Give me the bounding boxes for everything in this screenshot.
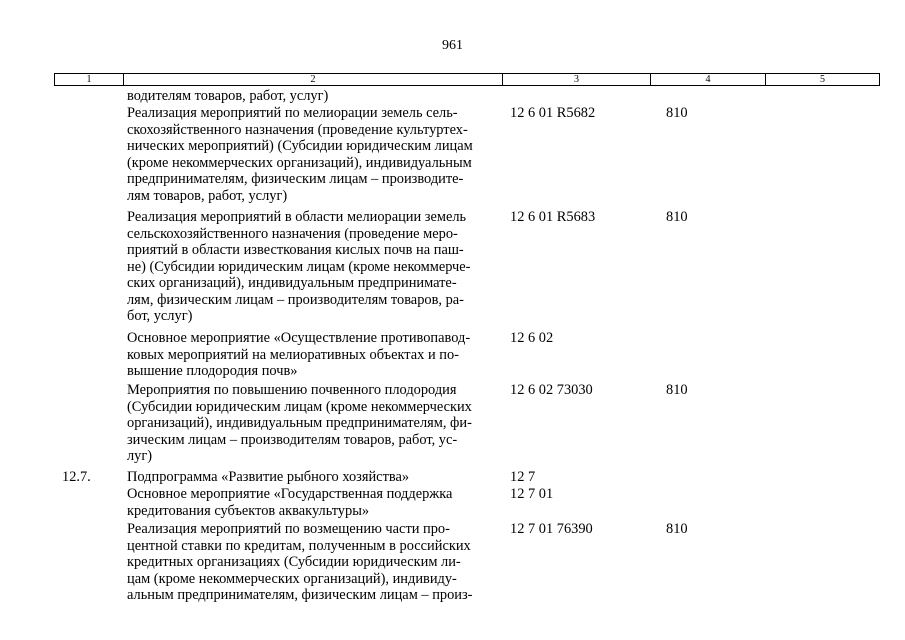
- row-expense-type: 810: [666, 105, 688, 121]
- row-expense-type: 810: [666, 521, 688, 537]
- row-code: 12 7 01 76390: [510, 521, 593, 537]
- row-code: 12 7: [510, 469, 536, 485]
- row-expense-type: 810: [666, 209, 688, 225]
- row-code: 12 6 02 73030: [510, 382, 593, 398]
- header-col-3: 3: [574, 74, 579, 85]
- header-col-2: 2: [310, 74, 316, 85]
- row-description: Реализация мероприятий в области мелиорации земель сельскохозяйственного назначения (проведение меро- приятий в области известкования кислых почв на паш- не) (Субсидии юридическим лицам (кроме некоммерче- ских организаций), индивидуальным предпринимате- лям, физическим лицам – производителям товаров, ра- бот, услуг): [127, 209, 471, 324]
- row-code: 12 6 01 R5683: [510, 209, 596, 225]
- header-col-5: 5: [820, 74, 825, 85]
- header-col-1: 1: [86, 74, 92, 85]
- row-code: 12 6 01 R5682: [510, 105, 596, 121]
- row-description: Мероприятия по повышению почвенного плодородия (Субсидии юридическим лицам (кроме некоммерческих организаций), индивидуальным предпринимателям, фи- зическим лицам – производителям товаров, работ, ус- луг): [127, 382, 472, 464]
- row-description: Основное мероприятие «Государственная поддержка кредитования субъектов аквакультуры»: [127, 486, 453, 519]
- table-header: [54, 73, 880, 86]
- row-description: Реализация мероприятий по возмещению части про- центной ставки по кредитам, полученным в российских кредитных организациях (Субсидии юридическим ли- цам (кроме некоммерческих организаций), индивиду- альным предпринимателям, физическим лицам – произ-: [127, 521, 473, 603]
- row-number: 12.7.: [62, 469, 91, 485]
- row-code: 12 6 02: [510, 330, 554, 346]
- row-description: Подпрограмма «Развитие рыбного хозяйства»: [127, 469, 410, 485]
- header-col-4: 4: [705, 74, 711, 85]
- row-expense-type: 810: [666, 382, 688, 398]
- page-number: 961: [442, 38, 463, 53]
- row-code: 12 7 01: [510, 486, 554, 502]
- row-description: водителям товаров, работ, услуг): [127, 88, 329, 104]
- row-description: Основное мероприятие «Осуществление противопавод- ковых мероприятий на мелиоративных объектах и по- вышение плодородия почв»: [127, 330, 471, 379]
- row-description: Реализация мероприятий по мелиорации земель сель- скохозяйственного назначения (проведение культуртех- нических мероприятий) (Субсидии юридическим лицам (кроме некоммерческих организаций), индивидуальным предпринимателям, физическим лицам – производите- лям товаров, работ, услуг): [127, 105, 473, 204]
